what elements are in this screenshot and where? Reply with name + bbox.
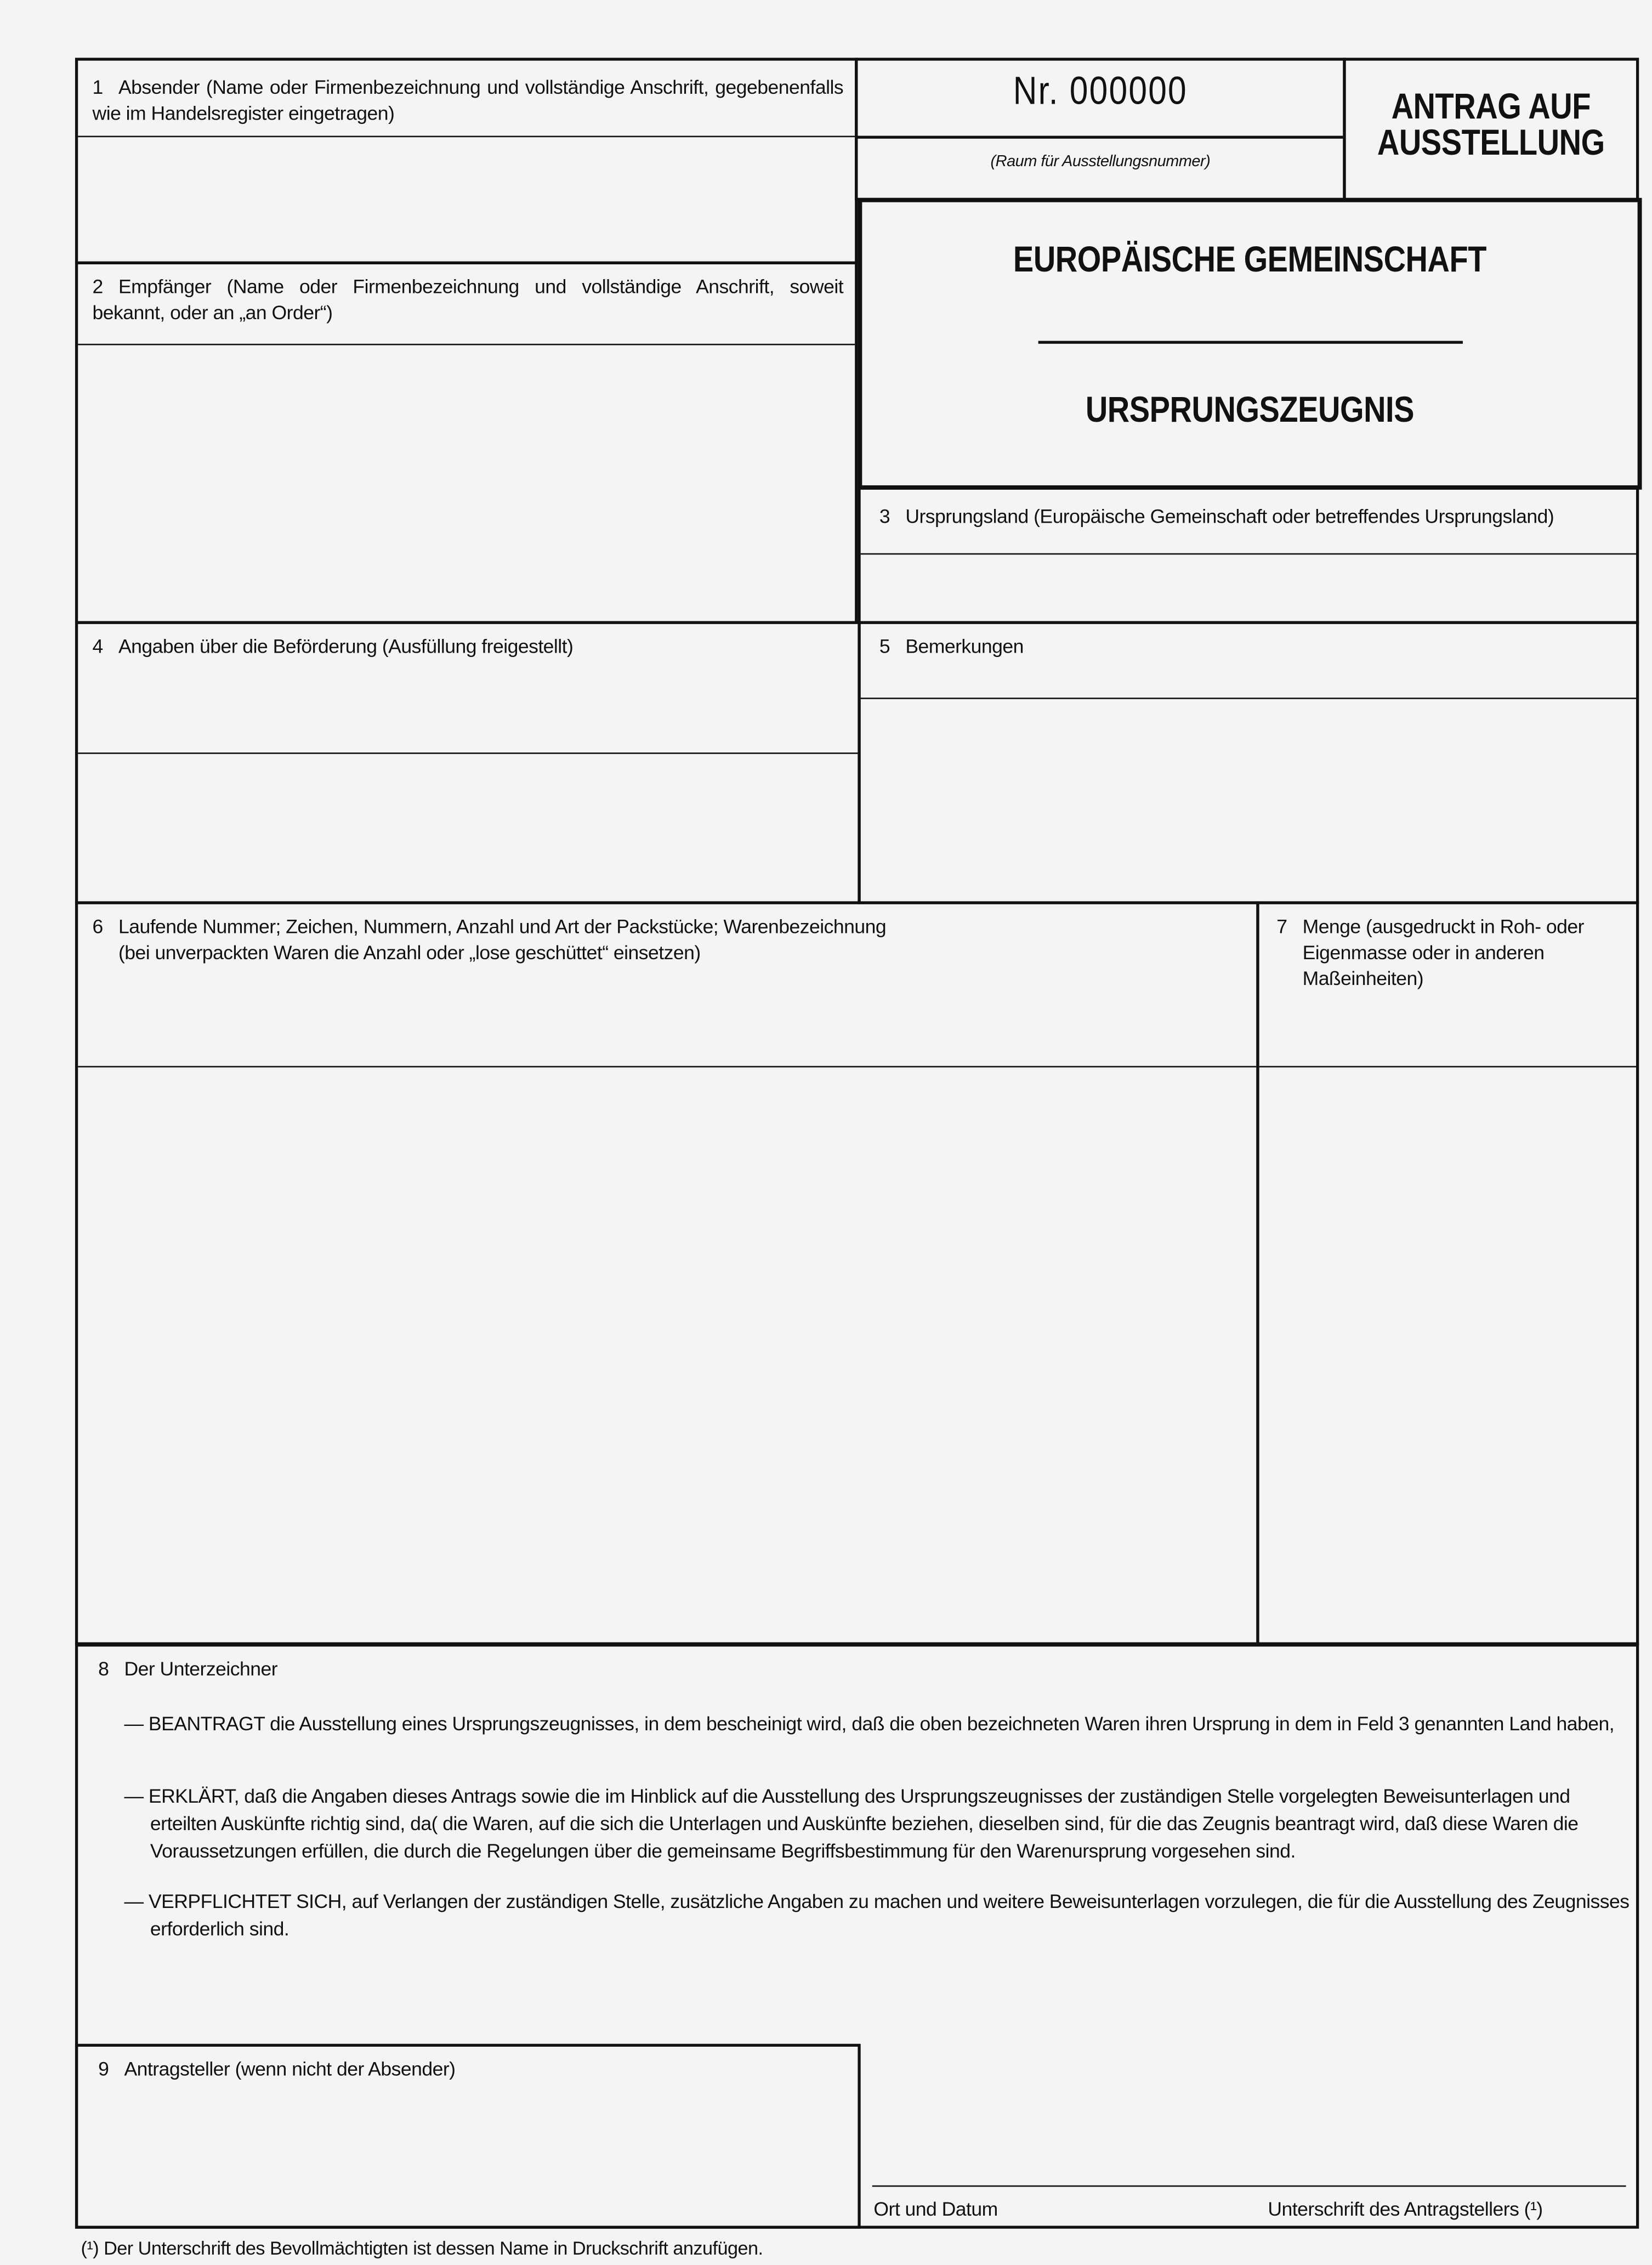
- field-number: 6: [92, 915, 103, 938]
- signature-input[interactable]: [872, 2065, 1626, 2184]
- field-number: 3: [879, 505, 890, 528]
- field-number: 2: [92, 276, 103, 298]
- field-6-goods-description: [75, 901, 1259, 1645]
- field-9-applicant: [75, 2044, 861, 2229]
- clause-apply: — BEANTRAGT die Ausstellung eines Ursprungszeugnisses, in dem bescheinigt wird, daß die oben bezeichneten Waren ihren Ursprung in dem in Feld 3 genannten Land haben,: [124, 1713, 1615, 1735]
- place-date-label: Ort und Datum: [873, 2198, 998, 2220]
- field-3-country-of-origin: [858, 487, 1639, 624]
- country-of-origin-input[interactable]: [864, 558, 1633, 619]
- transport-input[interactable]: [81, 667, 855, 898]
- signature-line: [872, 2185, 1626, 2187]
- field-2-label: Empfänger (Name oder Firmenbezeichnung und vollständige Anschrift, soweit bekannt, oder an „an Order“): [92, 276, 844, 324]
- divider: [1259, 1066, 1636, 1068]
- field-number: 5: [879, 635, 890, 658]
- clause-undertake: — VERPFLICHTET SICH, auf Verlangen der zuständigen Stelle, zusätzliche Angaben zu machen und weitere Beweisunterlagen vorzulegen, die für die Ausstellung des Zeugnisses erforderlich sind.: [124, 1890, 1630, 1940]
- remarks-input[interactable]: [864, 667, 1633, 898]
- form-type-box: [1343, 58, 1639, 201]
- footnote: (¹) Der Unterschrift des Bevollmächtigten ist dessen Name in Druckschrift anzufügen.: [81, 2237, 763, 2260]
- divider: [858, 136, 1343, 139]
- consignee-input[interactable]: [81, 348, 851, 619]
- field-1-label: Absender (Name oder Firmenbezeichnung und vollständige Anschrift, gegebenenfalls wie im Handelsregister eingetragen): [92, 76, 844, 124]
- field-number: 1: [92, 76, 103, 99]
- field-6-label: Laufende Nummer; Zeichen, Nummern, Anzahl und Art der Packstücke; Warenbezeichnung: [118, 915, 887, 938]
- sender-input[interactable]: [81, 141, 851, 258]
- field-7-quantity: [1256, 901, 1639, 1645]
- field-4-transport: [75, 621, 861, 904]
- field-number: 8: [98, 1658, 109, 1680]
- document-title: URSPRUNGSZEUGNIS: [1085, 390, 1415, 431]
- field-number: 9: [98, 2058, 109, 2080]
- field-6-note: (bei unverpackten Waren die Anzahl oder „lose geschüttet“ einsetzen): [118, 942, 701, 964]
- field-5-label: Bemerkungen: [905, 635, 1024, 658]
- field-3-label: Ursprungsland (Europäische Gemeinschaft oder betreffendes Ursprungsland): [905, 505, 1554, 528]
- field-5-remarks: [858, 621, 1639, 904]
- applicant-input[interactable]: [81, 2090, 855, 2223]
- field-number: 7: [1276, 915, 1287, 938]
- title-separator: [1038, 341, 1463, 344]
- divider: [861, 553, 1636, 555]
- field-2-consignee: [75, 262, 858, 624]
- field-7-label: Menge (ausgedruckt in Roh- oder Eigenmasse oder in anderen Maßeinheiten): [1302, 915, 1584, 990]
- divider: [78, 1066, 1256, 1068]
- certificate-number: Nr. 000000: [1013, 69, 1188, 113]
- clause-declare: — ERKLÄRT, daß die Angaben dieses Antrags sowie die im Hinblick auf die Ausstellung des Ursprungszeugnisses der zuständigen Stelle vorgelegten Beweisunterlagen und erteilten Auskünfte richtig sind, da( die Waren, auf die sich die Unterlagen und Auskünfte beziehen, dieselben sind, für die das Zeugnis beantragt wird, daß diese Waren die Voraussetzungen erfüllen, die durch die Regelungen über die gemeinsame Begriffsbestimmung für den Warenursprung vorgesehen sind.: [124, 1785, 1579, 1862]
- quantity-input[interactable]: [1262, 1071, 1633, 1640]
- form-type-line-1: ANTRAG AUF: [1391, 87, 1591, 127]
- divider: [78, 344, 855, 346]
- authority-title: EUROPÄISCHE GEMEINSCHAFT: [1013, 240, 1486, 280]
- field-number: 4: [92, 635, 103, 658]
- number-hint: (Raum für Ausstellungsnummer): [990, 153, 1211, 171]
- title-box: [858, 198, 1642, 490]
- field-4-label: Angaben über die Beförderung (Ausfüllung freigestellt): [118, 635, 574, 658]
- field-1-sender: [75, 58, 858, 264]
- issue-number-area: [855, 58, 1346, 201]
- divider: [78, 136, 855, 138]
- field-9-label: Antragsteller (wenn nicht der Absender): [124, 2058, 456, 2080]
- signature-label: Unterschrift des Antragstellers (¹): [1268, 2198, 1543, 2220]
- form-type-line-2: AUSSTELLUNG: [1377, 122, 1605, 163]
- goods-description-input[interactable]: [81, 1071, 1253, 1640]
- field-8-label: Der Unterzeichner: [124, 1658, 278, 1680]
